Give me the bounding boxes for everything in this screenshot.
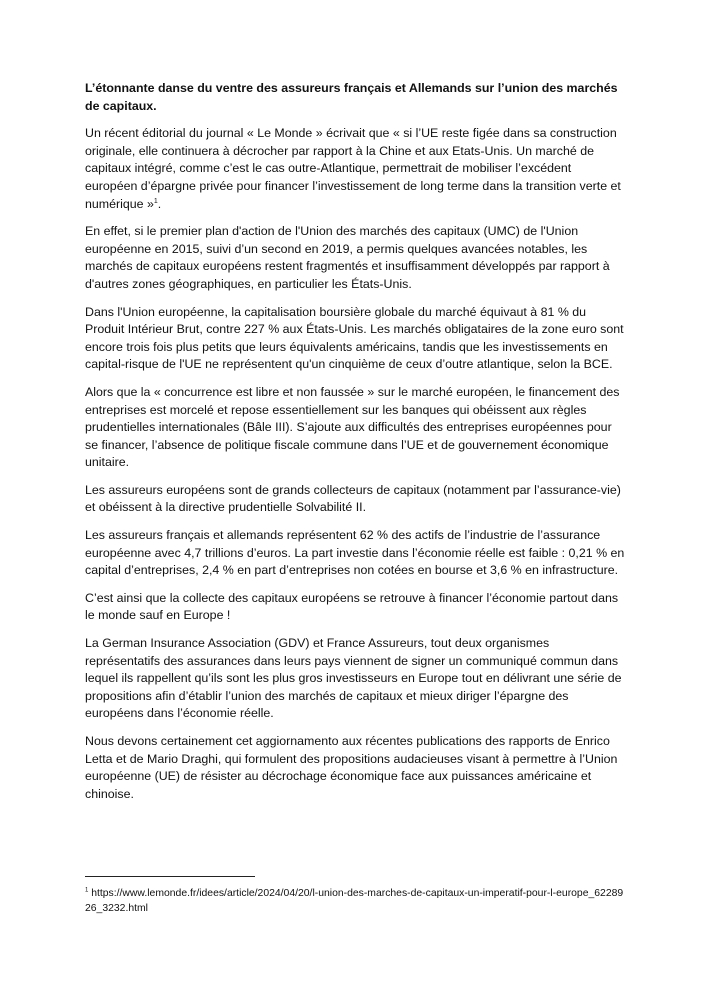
paragraph-1 — [85, 125, 625, 213]
paragraph-9: Nous devons certainement cet aggiornamento aux récentes publications des rapports de Enrico Letta et de Mario Draghi, qui formulent des propositions audacieuses visant à permettre à l’Union européenne (UE) de résister au décrochage économique face aux puissances américaine et chinoise. — [85, 734, 618, 801]
paragraph-2: En effet, si le premier plan d'action de l'Union des marchés des capitaux (UMC) de l'Union européenne en 2015, suivi d’un second en 2019, a permis quelques avancées notables, les marchés de capitaux européens restent fragmentés et insuffisamment développés par rapport à d'autres zones géographiques, en particulier les États-Unis. — [85, 224, 610, 291]
paragraph-3: Dans l'Union européenne, la capitalisation boursière globale du marché équivaut à 81 % du Produit Intérieur Brut, contre 227 % aux États-Unis. Les marchés obligataires de la zone euro sont encore trois fois plus petits que leurs équivalents américains, tandis que les investissements en capital-risque de l'UE ne représentent qu'un cinquième de ceux d’outre atlantique, selon la BCE. — [85, 304, 624, 372]
document-page — [85, 80, 625, 813]
footnote-link[interactable]: https://www.lemonde.fr/idees/article/2024/04/20/l-union-des-marches-de-capitaux-un-imperatif-pour-l-europe_6228926_3232.html — [85, 888, 624, 914]
footnote — [85, 886, 625, 916]
paragraph-5: Les assureurs européens sont de grands collecteurs de capitaux (notamment par l’assurance-vie) et obéissent à la directive prudentielle Solvabilité II. — [85, 482, 621, 515]
paragraph-6: Les assureurs français et allemands représentent 62 % des actifs de l’industrie de l’assurance européenne avec 4,7 trillions d’euros. La part investie dans l’économie réelle est faible : 0,21 % en capital d’entreprises, 2,4 % en part d’entreprises non cotées en bourse et 3,6 % en infrastructure. — [85, 528, 625, 578]
footnote-reference[interactable]: 1 — [153, 197, 158, 205]
article-title: L’étonnante danse du ventre des assureurs français et Allemands sur l’union des marchés de capitaux. — [85, 81, 618, 113]
paragraph-8: La German Insurance Association (GDV) et France Assureurs, tout deux organismes représentatifs des assurances dans leurs pays viennent de signer un communiqué commun dans lequel ils rappellent qu’ils sont les plus gros investisseurs en Europe tout en délivrant une série de propositions afin d’établir l’union des marchés de capitaux et mieux diriger l’épargne des européens dans l’économie réelle. — [85, 636, 622, 721]
footnote-divider — [85, 876, 255, 877]
paragraph-4: Alors que la « concurrence est libre et non faussée » sur le marché européen, le financement des entreprises est morcelé et repose essentiellement sur les banques qui obéissent aux règles prudentielles internationales (Bâle III). S’ajoute aux difficultés des entreprises européennes pour se financer, l’absence de politique fiscale commune dans l’UE et de gouvernement économique unitaire. — [85, 384, 620, 470]
footnote-number: 1 — [85, 887, 89, 894]
paragraph-1-end: . — [157, 196, 162, 211]
paragraph-7: C’est ainsi que la collecte des capitaux européens se retrouve à financer l’économie partout dans le monde sauf en Europe ! — [85, 590, 619, 623]
paragraph-1-text: Un récent éditorial du journal « Le Monde » écrivait que « si l’UE reste figée dans sa construction originale, elle continuera à décrocher par rapport à la Chine et aux Etats-Unis. Un marché de capitaux intégré, comme c’est le cas outre-Atlantique, permettrait de mobiliser l’excédent européen d’épargne privée pour financer l’investissement de long terme dans la transition verte et numérique » — [85, 126, 621, 211]
